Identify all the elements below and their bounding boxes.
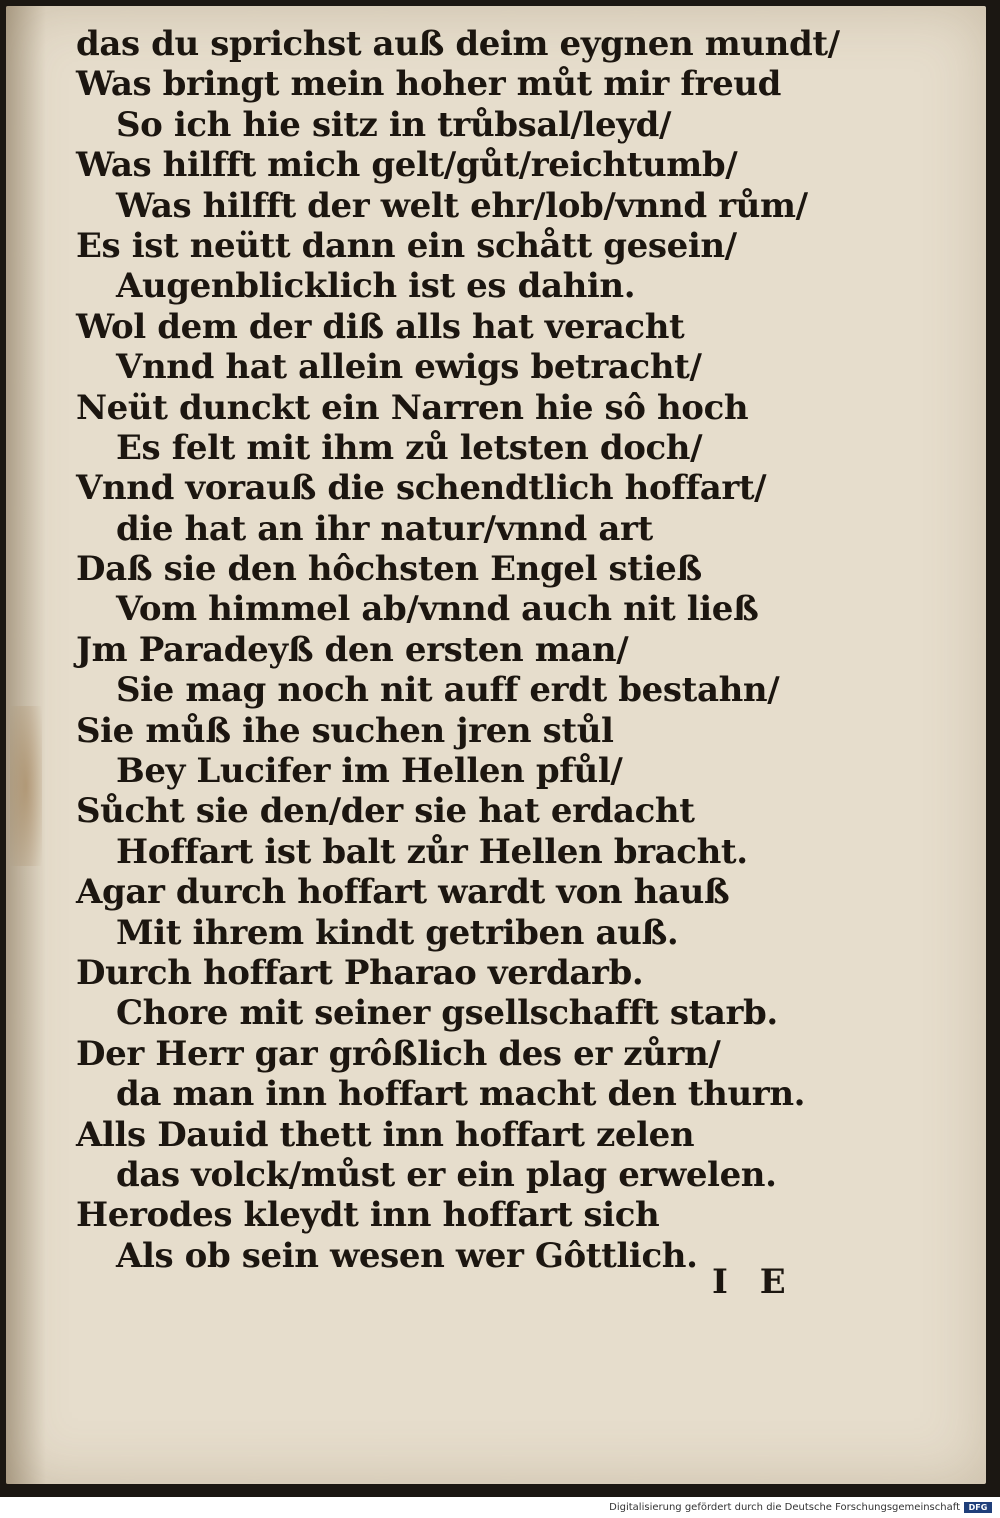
verse-line-11: Es felt mit ihm zů letsten doch/ <box>116 427 703 468</box>
verse-line-4: Was hilfft mich gelt/gůt/reichtumb/ <box>76 145 738 186</box>
verse-line-10: Neüt dunckt ein Narren hie sô hoch <box>76 387 749 428</box>
verse-line-3: So ich hie sitz in trůbsal/leyd/ <box>116 104 672 145</box>
verse-line-19: Bey Lucifer im Hellen pfůl/ <box>116 751 623 792</box>
verse-line-30: Herodes kleydt inn hoffart sich <box>76 1195 660 1236</box>
verse-line-13: die hat an ihr natur/vnnd art <box>116 508 653 549</box>
verse-line-7: Augenblicklich ist es dahin. <box>116 266 636 307</box>
verse-line-14: Daß sie den hôchsten Engel stieß <box>76 549 702 590</box>
verse-line-2: Was bringt mein hoher můt mir freud <box>76 64 781 105</box>
signature-mark: I E <box>712 1262 796 1302</box>
verse-line-25: Chore mit seiner gsellschafft starb. <box>116 993 778 1034</box>
footer-credit: Digitalisierung gefördert durch die Deutsche Forschungsgemeinschaft <box>609 1502 960 1513</box>
verse-line-17: Sie mag noch nit auff erdt bestahn/ <box>116 670 780 711</box>
verse-block <box>6 24 986 1276</box>
dfg-logo: DFG <box>964 1502 992 1513</box>
verse-line-21: Hoffart ist balt zůr Hellen bracht. <box>116 831 748 872</box>
verse-line-31: Als ob sein wesen wer Gôttlich. <box>116 1235 698 1276</box>
verse-line-16: Jm Paradeyß den ersten man/ <box>76 629 629 670</box>
verse-line-6: Es ist neütt dann ein schått gesein/ <box>76 225 737 266</box>
verse-line-29: das volck/můst er ein plag erwelen. <box>116 1154 777 1195</box>
verse-line-12: Vnnd vorauß die schendtlich hoffart/ <box>76 468 767 509</box>
verse-line-24: Durch hoffart Pharao verdarb. <box>76 952 644 993</box>
verse-line-18: Sie můß ihe suchen jren stůl <box>76 710 614 751</box>
verse-line-27: da man inn hoffart macht den thurn. <box>116 1074 806 1115</box>
verse-line-23: Mit ihrem kindt getriben auß. <box>116 912 679 953</box>
verse-line-26: Der Herr gar grôßlich des er zůrn/ <box>76 1033 721 1074</box>
book-page <box>6 6 986 1484</box>
verse-line-9: Vnnd hat allein ewigs betracht/ <box>116 347 702 388</box>
verse-line-28: Alls Dauid thett inn hoffart zelen <box>76 1114 695 1155</box>
verse-line-8: Wol dem der diß alls hat veracht <box>76 306 685 347</box>
verse-line-20: Sůcht sie den/der sie hat erdacht <box>76 791 695 832</box>
verse-line-22: Agar durch hoffart wardt von hauß <box>76 872 730 913</box>
verse-line-5: Was hilfft der welt ehr/lob/vnnd rům/ <box>116 185 808 226</box>
verse-line-15: Vom himmel ab/vnnd auch nit ließ <box>116 589 759 630</box>
verse-line-1: das du sprichst auß deim eygnen mundt/ <box>76 24 840 64</box>
